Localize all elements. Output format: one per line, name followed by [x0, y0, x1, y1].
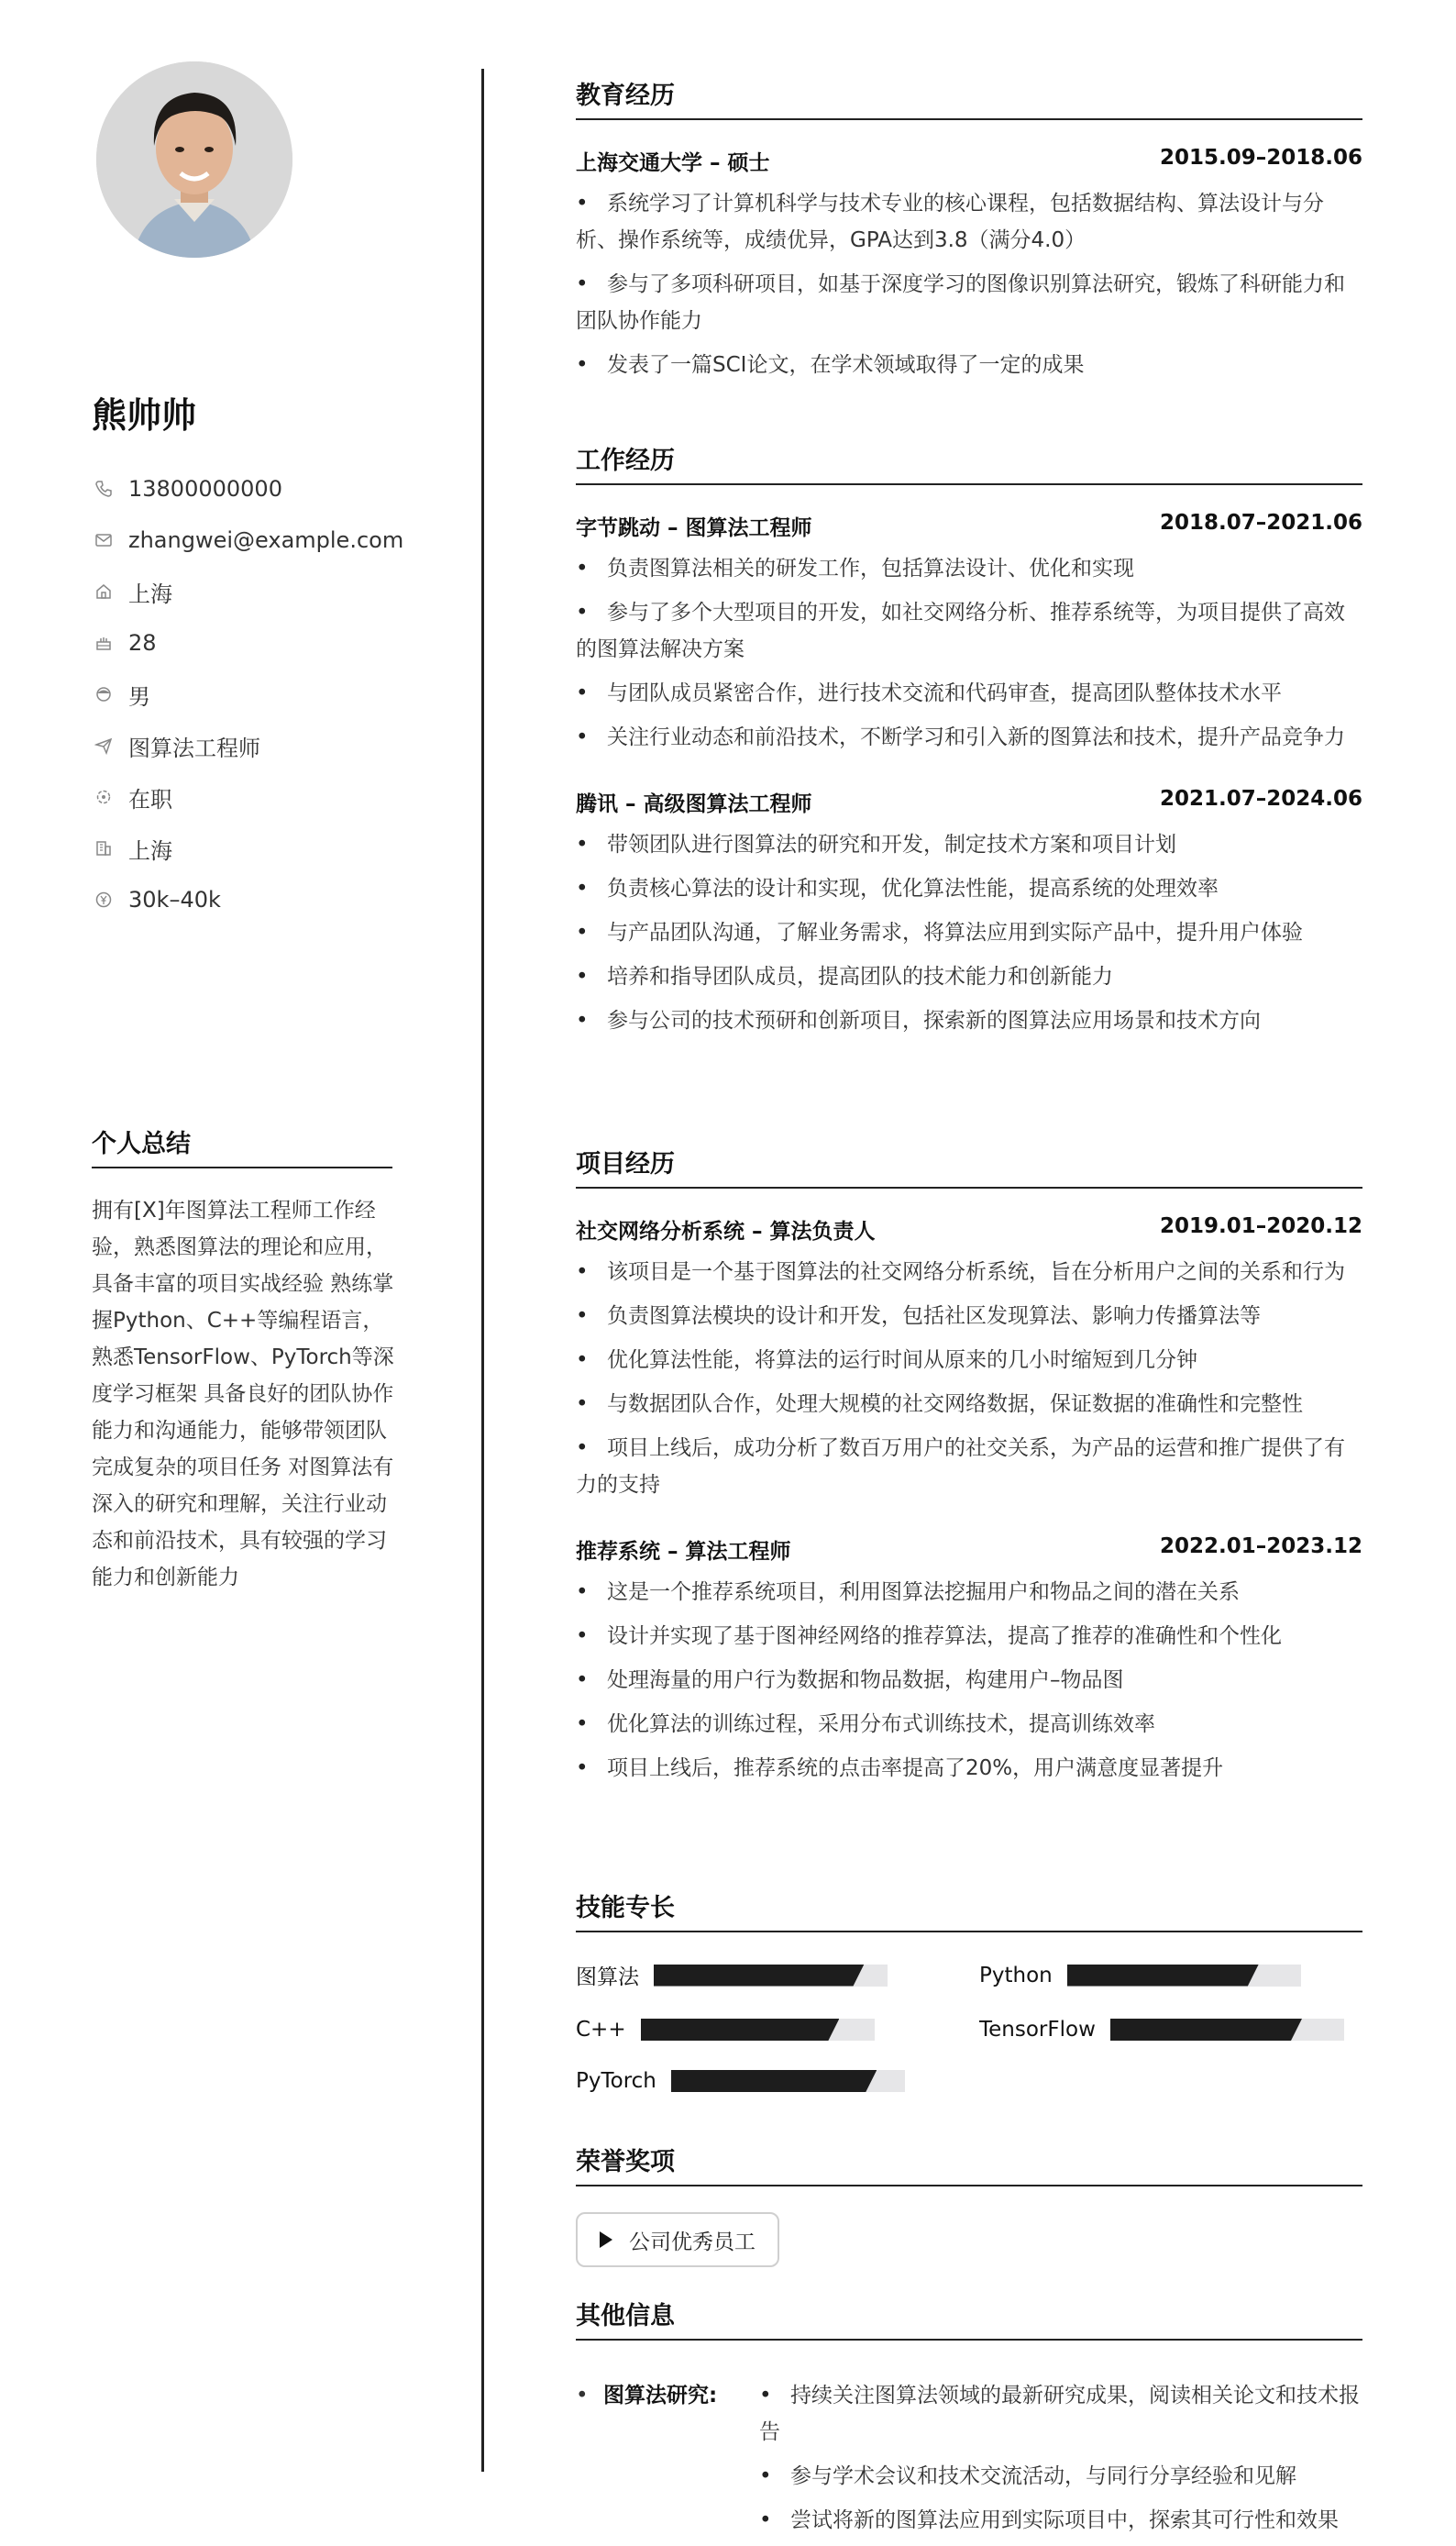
other-section	[576, 2296, 1362, 2546]
candidate-name: 熊帅帅	[92, 395, 197, 436]
section-title: 工作经历	[576, 440, 1362, 485]
building-icon	[92, 836, 116, 860]
skill-bar	[1067, 1965, 1301, 1987]
cake-icon	[92, 631, 116, 655]
education-section	[576, 75, 1362, 391]
salary-icon	[92, 888, 116, 912]
entry-date: 2015.09–2018.06	[1159, 146, 1362, 170]
skill-bar	[654, 1965, 888, 1987]
skills-section	[576, 1887, 1362, 2093]
list-item: • 与产品团队沟通，了解业务需求，将算法应用到实际产品中，提升用户体验	[576, 914, 1362, 951]
list-item: • 与数据团队合作，处理大规模的社交网络数据，保证数据的准确性和完整性	[576, 1386, 1362, 1422]
salary-text: 30k–40k	[128, 887, 221, 913]
work-section	[576, 440, 1362, 1046]
bullet-list	[759, 2377, 1362, 2546]
list-item: • 负责核心算法的设计和实现，优化算法性能，提高系统的处理效率	[576, 870, 1362, 907]
skill-name: 图算法	[576, 1965, 639, 1989]
list-item: • 关注行业动态和前沿技术，不断学习和引入新的图算法和技术，提升产品竞争力	[576, 719, 1362, 756]
skill-item	[979, 1960, 1362, 1990]
phone-text: 13800000000	[128, 476, 282, 502]
entry-header	[576, 1214, 1362, 1245]
entry-header	[576, 1534, 1362, 1565]
skill-item	[576, 1960, 979, 1990]
info-position	[92, 720, 458, 771]
bullet-list	[576, 1574, 1362, 1787]
list-item: • 与团队成员紧密合作，进行技术交流和代码审查，提高团队整体技术水平	[576, 675, 1362, 712]
mail-icon	[92, 528, 116, 552]
list-item: • 优化算法性能，将算法的运行时间从原来的几小时缩短到几分钟	[576, 1342, 1362, 1378]
section-title: 教育经历	[576, 75, 1362, 120]
skill-name: PyTorch	[576, 2069, 656, 2093]
list-item: • 培养和指导团队成员，提高团队的技术能力和创新能力	[576, 958, 1362, 995]
list-item: • 系统学习了计算机科学与技术专业的核心课程，包括数据结构、算法设计与分析、操作系统等，成绩优异，GPA达到3.8（满分4.0）	[576, 185, 1362, 259]
skill-bar-fill	[1067, 1965, 1259, 1987]
skill-name: C++	[576, 2018, 626, 2042]
award-label: 公司优秀员工	[629, 2230, 756, 2254]
list-item: • 该项目是一个基于图算法的社交网络分析系统，旨在分析用户之间的关系和行为	[576, 1254, 1362, 1290]
list-item: • 发表了一篇SCI论文，在学术领域取得了一定的成果	[576, 347, 1362, 383]
position-text: 图算法工程师	[128, 735, 260, 761]
section-title: 项目经历	[576, 1144, 1362, 1189]
play-triangle-icon	[600, 2231, 612, 2248]
skill-item	[576, 2018, 979, 2042]
skill-bar	[671, 2070, 905, 2092]
projects-section	[576, 1144, 1362, 1794]
list-item: • 负责图算法模块的设计和开发，包括社区发现算法、影响力传播算法等	[576, 1298, 1362, 1334]
list-item: • 参与公司的技术预研和创新项目，探索新的图算法应用场景和技术方向	[576, 1002, 1362, 1039]
phone-icon	[92, 477, 116, 501]
avatar	[96, 61, 292, 258]
entry-header	[576, 787, 1362, 817]
skill-bar-fill	[1110, 2019, 1302, 2041]
skill-bar-fill	[671, 2070, 877, 2092]
list-item: • 尝试将新的图算法应用到实际项目中，探索其可行性和效果	[759, 2502, 1362, 2539]
other-item	[576, 2377, 1362, 2546]
bullet-dot: •	[576, 2384, 589, 2408]
entry-date: 2018.07–2021.06	[1159, 511, 1362, 535]
summary-text: 拥有[X]年图算法工程师工作经验，熟悉图算法的理论和应用，具备丰富的项目实战经验 熟练掌握Python、C++等编程语言，熟悉TensorFlow、PyTorch等深度学习框架 具备良好的团队协作能力和沟通能力，能够带领团队完成复杂的项目任务 对图算法有深入的研究和理解，关注行业动态和前沿技术，具有较强的学习能力和创新能力	[92, 1199, 394, 1589]
skill-name: TensorFlow	[979, 2018, 1096, 2042]
gender-text: 男	[128, 683, 150, 710]
info-salary	[92, 874, 458, 925]
entry-date: 2021.07–2024.06	[1159, 787, 1362, 811]
entry-header	[576, 511, 1362, 541]
column-divider	[481, 69, 484, 2472]
list-item: • 负责图算法相关的研发工作，包括算法设计、优化和实现	[576, 550, 1362, 587]
home-text: 上海	[128, 581, 172, 607]
sidebar	[0, 0, 481, 2542]
age-text: 28	[128, 630, 157, 656]
section-title: 其他信息	[576, 2296, 1362, 2341]
list-item: • 项目上线后，推荐系统的点击率提高了20%，用户满意度显著提升	[576, 1750, 1362, 1787]
section-title: 荣誉奖项	[576, 2142, 1362, 2186]
status-text: 在职	[128, 786, 172, 813]
contact-info-list	[92, 463, 458, 925]
list-item: • 优化算法的训练过程，采用分布式训练技术，提高训练效率	[576, 1706, 1362, 1743]
entry-header	[576, 146, 1362, 176]
list-item: • 持续关注图算法领域的最新研究成果，阅读相关论文和技术报告	[759, 2377, 1362, 2451]
skill-bar-fill	[641, 2019, 840, 2041]
skill-item	[979, 2018, 1362, 2042]
entry-date: 2022.01–2023.12	[1159, 1534, 1362, 1558]
status-icon	[92, 785, 116, 809]
info-gender	[92, 669, 458, 720]
other-label: 图算法研究:	[603, 2384, 718, 2408]
bullet-list	[576, 550, 1362, 756]
skills-grid	[576, 1960, 1362, 2093]
section-title: 技能专长	[576, 1887, 1362, 1932]
summary-title: 个人总结	[92, 1124, 392, 1168]
info-age	[92, 617, 458, 669]
awards-section	[576, 2142, 1362, 2267]
home-icon	[92, 580, 116, 603]
info-status	[92, 771, 458, 823]
skill-bar	[1110, 2019, 1344, 2041]
info-email	[92, 515, 458, 566]
list-item: • 处理海量的用户行为数据和物品数据，构建用户–物品图	[576, 1662, 1362, 1699]
list-item: • 设计并实现了基于图神经网络的推荐算法，提高了推荐的准确性和个性化	[576, 1618, 1362, 1655]
award-tag	[576, 2212, 779, 2267]
bullet-list	[576, 826, 1362, 1039]
info-home	[92, 566, 458, 617]
list-item: • 参与学术会议和技术交流活动，与同行分享经验和见解	[759, 2458, 1362, 2495]
entry-heading: 上海交通大学 – 硕士	[576, 151, 770, 175]
skill-item	[576, 2069, 979, 2093]
skill-bar	[641, 2019, 875, 2041]
entry-heading: 社交网络分析系统 – 算法负责人	[576, 1220, 876, 1244]
gender-icon	[92, 682, 116, 706]
send-icon	[92, 734, 116, 758]
city-text: 上海	[128, 837, 172, 864]
skill-bar-fill	[654, 1965, 865, 1987]
entry-heading: 推荐系统 – 算法工程师	[576, 1540, 791, 1564]
list-item: • 参与了多个大型项目的开发，如社交网络分析、推荐系统等，为项目提供了高效的图算法解决方案	[576, 594, 1362, 668]
bullet-list	[576, 185, 1362, 383]
email-text: zhangwei@example.com	[128, 527, 404, 553]
list-item: • 参与了多项科研项目，如基于深度学习的图像识别算法研究，锻炼了科研能力和团队协作能力	[576, 266, 1362, 339]
entry-heading: 字节跳动 – 图算法工程师	[576, 516, 812, 540]
list-item: • 项目上线后，成功分析了数百万用户的社交关系，为产品的运营和推广提供了有力的支持	[576, 1430, 1362, 1503]
info-phone	[92, 463, 458, 515]
bullet-list	[576, 1254, 1362, 1503]
list-item: • 带领团队进行图算法的研究和开发，制定技术方案和项目计划	[576, 826, 1362, 863]
entry-heading: 腾讯 – 高级图算法工程师	[576, 792, 812, 816]
skill-name: Python	[979, 1963, 1053, 1987]
info-city	[92, 823, 458, 874]
list-item: • 这是一个推荐系统项目，利用图算法挖掘用户和物品之间的潜在关系	[576, 1574, 1362, 1611]
entry-date: 2019.01–2020.12	[1159, 1214, 1362, 1238]
